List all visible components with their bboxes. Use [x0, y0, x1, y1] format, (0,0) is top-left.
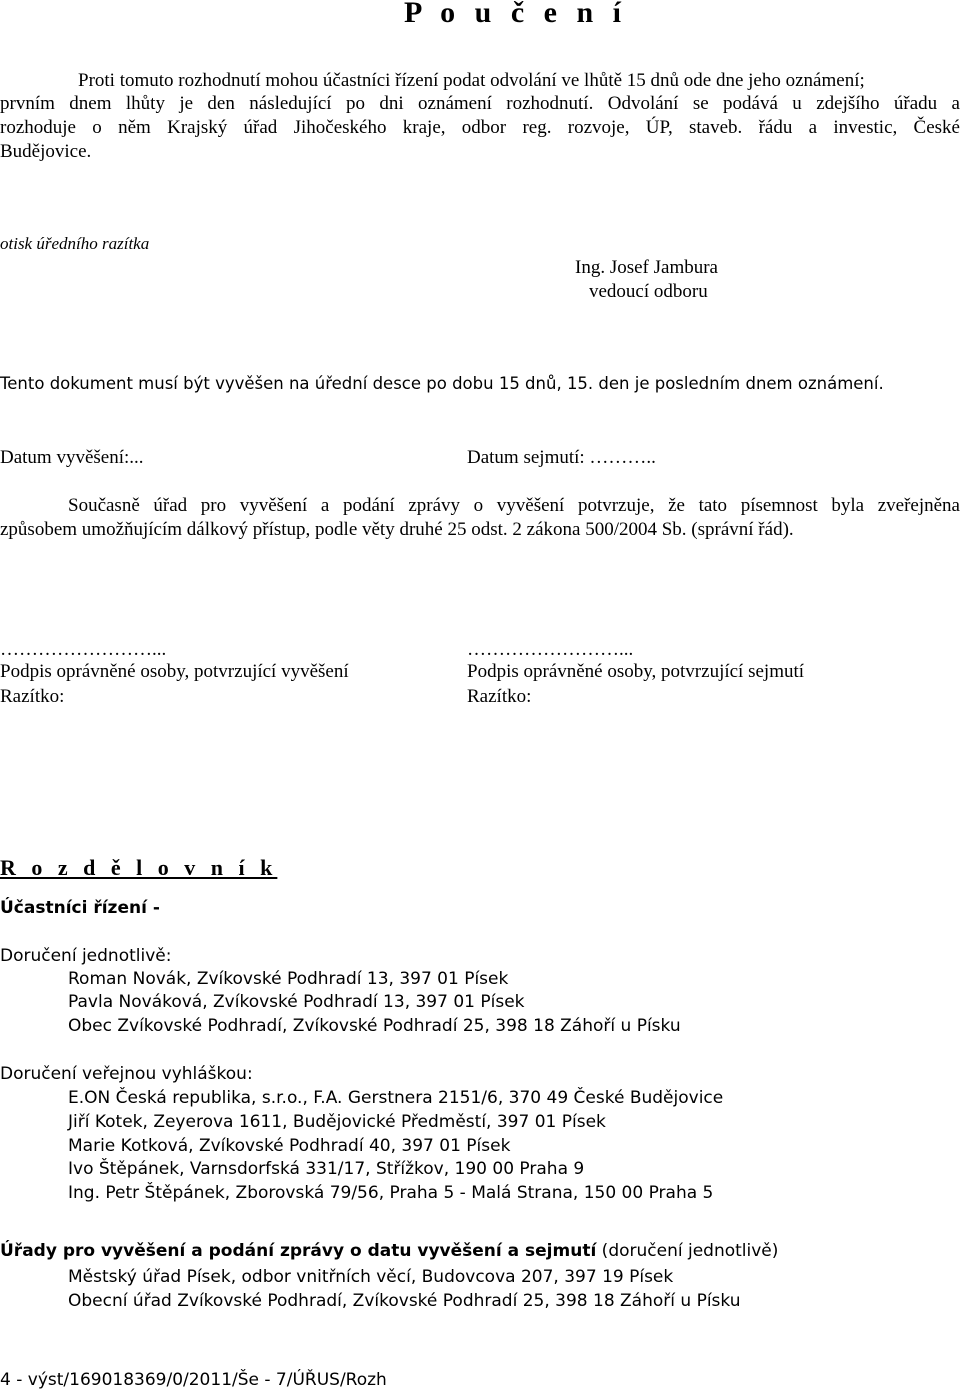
pouceni-title: P o u č e n í [404, 0, 628, 29]
offices-heading [0, 1239, 778, 1263]
individual-recipient: Obec Zvíkovské Podhradí, Zvíkovské Podhradí 25, 398 18 Záhoří u Písku [68, 1016, 681, 1036]
signature-left-stamp: Razítko: [0, 686, 65, 707]
signatory-role: vedoucí odboru [589, 281, 708, 302]
document-reference: 4 - výst/169018369/0/2011/Še - 7/ÚŘUS/Rozh [0, 1370, 387, 1390]
individual-heading: Doručení jednotlivě: [0, 946, 172, 966]
signature-right-dots: ……………………... [467, 639, 634, 660]
confirmation-line-2: způsobem umožňujícím dálkový přístup, podle věty druhé 25 odst. 2 zákona 500/2004 Sb. (správní řád). [0, 519, 794, 540]
pouceni-line-4: Budějovice. [0, 141, 92, 162]
individual-recipient: Pavla Nováková, Zvíkovské Podhradí 13, 397 01 Písek [68, 992, 525, 1012]
pouceni-line-1: Proti tomuto rozhodnutí mohou účastníci řízení podat odvolání ve lhůtě 15 dnů ode dne jeho oznámení; [78, 70, 865, 91]
date-removed: Datum sejmutí: ……….. [467, 447, 656, 468]
offices-heading-bold: Úřady pro vyvěšení a podání zprávy o datu vyvěšení a sejmutí [0, 1241, 597, 1261]
public-recipient: Ivo Štěpánek, Varnsdorfská 331/17, Střížkov, 190 00 Praha 9 [68, 1159, 585, 1179]
office-recipient: Městský úřad Písek, odbor vnitřních věcí, Budovcova 207, 397 19 Písek [68, 1267, 674, 1287]
offices-heading-rest: (doručení jednotlivě) [596, 1241, 779, 1261]
public-recipient: Jiří Kotek, Zeyerova 1611, Budějovické Předměstí, 397 01 Písek [68, 1112, 606, 1132]
public-recipient: Ing. Petr Štěpánek, Zborovská 79/56, Praha 5 - Malá Strana, 150 00 Praha 5 [68, 1183, 714, 1203]
office-recipient: Obecní úřad Zvíkovské Podhradí, Zvíkovské Podhradí 25, 398 18 Záhoří u Písku [68, 1291, 741, 1311]
date-posted: Datum vyvěšení:... [0, 447, 144, 468]
individual-recipient: Roman Novák, Zvíkovské Podhradí 13, 397 01 Písek [68, 969, 509, 989]
stamp-note: otisk úředního razítka [0, 234, 150, 253]
signature-right-caption: Podpis oprávněné osoby, potvrzující sejmutí [467, 661, 805, 682]
signatory-name: Ing. Josef Jambura [575, 257, 718, 278]
posting-notice: Tento dokument musí být vyvěšen na úřední desce po dobu 15 dnů, 15. den je posledním dnem oznámení. [0, 374, 884, 393]
rozdelovnik-title: R o z d ě l o v n í k [0, 855, 278, 880]
public-recipient: E.ON Česká republika, s.r.o., F.A. Gerstnera 2151/6, 370 49 České Budějovice [68, 1088, 724, 1108]
signature-right-stamp: Razítko: [467, 686, 532, 707]
signature-left-caption: Podpis oprávněné osoby, potvrzující vyvěšení [0, 661, 349, 682]
pouceni-line-3: rozhoduje o něm Krajský úřad Jihočeského kraje, odbor reg. rozvoje, ÚP, staveb. řádu a investic, České [0, 117, 960, 138]
confirmation-line-1: Současně úřad pro vyvěšení a podání zprávy o vyvěšení potvrzuje, že tato písemnost byla zveřejněna [68, 495, 960, 516]
public-recipient: Marie Kotková, Zvíkovské Podhradí 40, 397 01 Písek [68, 1136, 511, 1156]
participants-heading: Účastníci řízení - [0, 898, 160, 918]
signature-left-dots: ……………………... [0, 639, 167, 660]
pouceni-line-2: prvním dnem lhůty je den následující po dni oznámení rozhodnutí. Odvolání se podává u zdejšího úřadu a [0, 93, 960, 114]
public-heading: Doručení veřejnou vyhláškou: [0, 1064, 253, 1084]
